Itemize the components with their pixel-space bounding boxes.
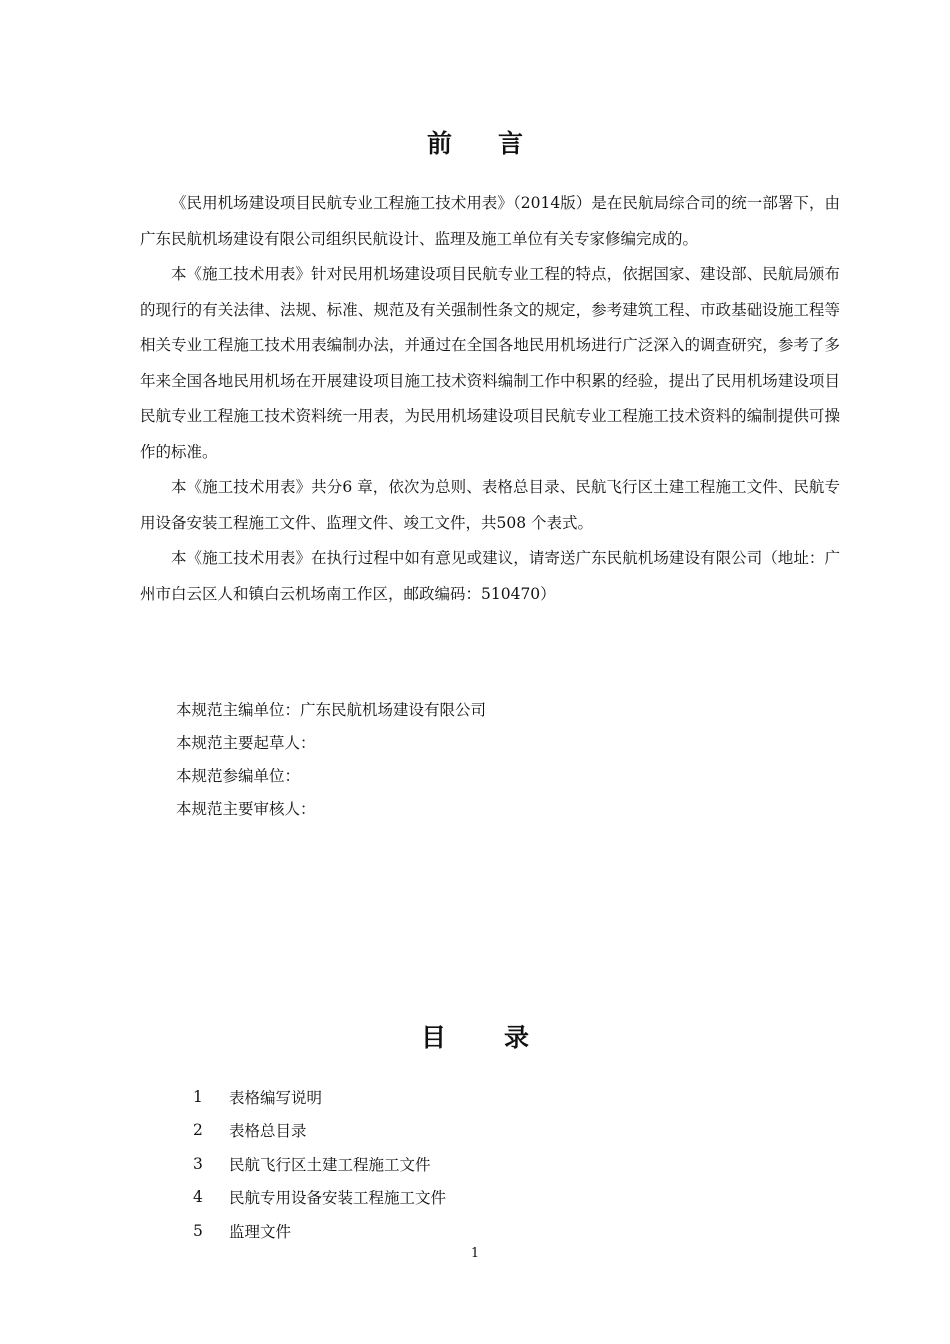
toc-item-label: 表格总目录 bbox=[229, 1122, 307, 1141]
toc-item-label: 监理文件 bbox=[229, 1222, 292, 1241]
preface-body bbox=[140, 186, 840, 612]
signature-drafters: 本规范主要起草人： bbox=[176, 734, 316, 752]
toc-item[interactable] bbox=[193, 1114, 446, 1148]
toc-item-label: 民航专用设备安装工程施工文件 bbox=[229, 1189, 447, 1208]
toc-item-label: 表格编写说明 bbox=[229, 1088, 323, 1107]
preface-heading-char-2: 言 bbox=[498, 129, 524, 158]
signature-chief-editor: 本规范主编单位：广东民航机场建设有限公司 bbox=[176, 701, 487, 719]
preface-heading bbox=[0, 124, 950, 160]
toc-item-number: 4 bbox=[193, 1188, 203, 1207]
preface-heading-char-1: 前 bbox=[426, 129, 452, 158]
signature-block bbox=[176, 694, 486, 826]
toc-item[interactable] bbox=[193, 1181, 446, 1215]
toc-heading bbox=[0, 1018, 950, 1054]
toc-item[interactable] bbox=[193, 1080, 446, 1114]
toc-heading-char-2: 录 bbox=[504, 1023, 530, 1052]
page-number: 1 bbox=[470, 1246, 480, 1261]
toc-heading-char-1: 目 bbox=[420, 1023, 446, 1052]
signature-participants: 本规范参编单位： bbox=[176, 767, 301, 785]
preface-paragraph-2: 本《施工技术用表》针对民用机场建设项目民航专业工程的特点，依据国家、建设部、民航局颁布的现行的有关法律、法规、标准、规范及有关强制性条文的规定，参考建筑工程、市政基础设施工程等相关专业工程施工技术用表编制办法，并通过在全国各地民用机场进行广泛深入的调查研究，参考了多年来全国各地民用机场在开展建设项目施工技术资料编制工作中积累的经验，提出了民用机场建设项目民航专业工程施工技术资料统一用表，为民用机场建设项目民航专业工程施工技术资料的编制提供可操作的标准。 bbox=[140, 265, 840, 461]
toc-item[interactable] bbox=[193, 1147, 446, 1181]
preface-paragraph-3: 本《施工技术用表》共分6 章，依次为总则、表格总目录、民航飞行区土建工程施工文件、民航专用设备安装工程施工文件、监理文件、竣工文件，共508 个表式。 bbox=[140, 478, 840, 532]
preface-paragraph-4: 本《施工技术用表》在执行过程中如有意见或建议，请寄送广东民航机场建设有限公司（地址：广州市白云区人和镇白云机场南工作区，邮政编码：510470） bbox=[140, 549, 840, 603]
toc-item-label: 民航飞行区土建工程施工文件 bbox=[229, 1155, 431, 1174]
toc-item[interactable] bbox=[193, 1214, 446, 1248]
toc-item-number: 5 bbox=[193, 1221, 203, 1240]
signature-reviewers: 本规范主要审核人： bbox=[176, 800, 316, 818]
preface-paragraph-1: 《民用机场建设项目民航专业工程施工技术用表》（2014版）是在民航局综合司的统一部署下，由广东民航机场建设有限公司组织民航设计、监理及施工单位有关专家修编完成的。 bbox=[140, 194, 840, 248]
toc-item-number: 1 bbox=[193, 1087, 203, 1106]
table-of-contents bbox=[193, 1080, 446, 1248]
toc-item-number: 3 bbox=[193, 1154, 203, 1173]
toc-item-number: 2 bbox=[193, 1121, 203, 1140]
